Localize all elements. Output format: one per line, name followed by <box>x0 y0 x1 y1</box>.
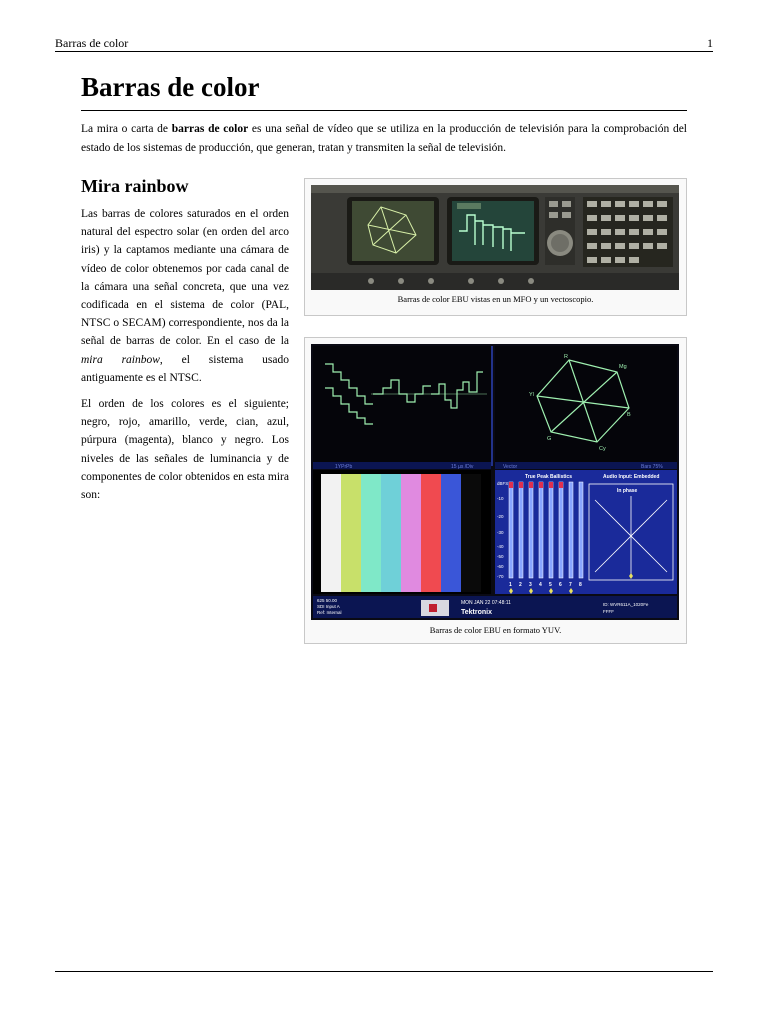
intro-bold-term: barras de color <box>171 123 249 135</box>
bar-blue <box>441 474 461 592</box>
intro-paragraph <box>81 120 687 158</box>
vector-label-r: R <box>564 354 568 360</box>
bar-green <box>381 474 401 592</box>
top-right-footer-1: Vector <box>503 464 518 470</box>
db-40: -40 <box>497 544 504 549</box>
section-paragraph-2: El orden de los colores es el siguiente; negro, rojo, amarillo, verde, cian, azul, púrpura (magenta), blanco y negro. Los niveles de las señales de luminancia y de componentes de color obtenidos en esta mira son: <box>81 398 289 502</box>
running-title: Barras de color <box>55 36 129 50</box>
yuv-monitor-screenshot <box>311 344 679 620</box>
status-date: MON JAN 22 07:48:11 <box>461 600 511 606</box>
status-left-2: SDI Input A <box>317 604 340 609</box>
vector-label-cy: Cy <box>599 446 606 452</box>
channel-7: 7 <box>569 582 572 588</box>
channel-2: 2 <box>519 582 522 588</box>
channel-5: 5 <box>549 582 552 588</box>
p1-italic-term: mira rainbow <box>81 353 160 366</box>
db-10: -10 <box>497 496 504 501</box>
running-header <box>55 35 713 52</box>
bar-white <box>321 474 341 592</box>
figure-1-caption: Barras de color EBU vistas en un MFO y un vectoscopio. <box>397 294 594 304</box>
p1-before: Las barras de colores saturados en el orden natural del espectro solar (en orden del arco iris) y la captamos mediante una cámara de vídeo de color obtenemos por cada canal de la cámara una señal concreta, que una vez codificada en el sistema de color (PAL, NTSC o SECAM) correspondiente, nos da la señal de barras de color. En el caso de la <box>81 208 289 348</box>
channel-1: 1 <box>509 582 512 588</box>
bar-black <box>461 474 481 592</box>
section-body <box>81 205 289 512</box>
page-number: 1 <box>707 36 713 50</box>
channel-4: 4 <box>539 582 542 588</box>
status-right-2: FFFF <box>603 609 614 614</box>
bar-yellow <box>341 474 361 592</box>
bar-red <box>421 474 441 592</box>
db-20: -20 <box>497 514 504 519</box>
audio-input: Audio Input: Embedded <box>603 474 660 480</box>
top-right-footer-2: Bars 75% <box>641 464 663 470</box>
p1-after: , el sistema usado antiguamente es el NTSC. <box>81 353 289 384</box>
mfo-vectorscope-photo <box>311 185 679 290</box>
channel-3: 3 <box>529 582 532 588</box>
in-phase-label: In phase <box>617 488 638 494</box>
figure-mfo-vectorscope <box>304 178 687 316</box>
section-title: Mira rainbow <box>81 176 189 196</box>
db-70: -70 <box>497 574 504 579</box>
channel-8: 8 <box>579 582 582 588</box>
vector-label-mg: Mg <box>619 364 627 370</box>
intro-before: La mira o carta de <box>81 123 172 135</box>
figure-yuv-monitor <box>304 337 687 644</box>
footer-rule <box>55 971 713 972</box>
status-left-3: Ref: Internal <box>317 610 342 615</box>
audio-title: True Peak Ballistics <box>525 474 572 480</box>
vector-label-b: B <box>627 412 631 418</box>
db-60: -60 <box>497 564 504 569</box>
bar-cyan <box>361 474 381 592</box>
page-title: Barras de color <box>81 72 260 102</box>
vector-label-g: G <box>547 436 552 442</box>
top-left-footer-1: 1YPrPb <box>335 464 353 470</box>
bar-magenta <box>401 474 421 592</box>
db-50: -50 <box>497 554 504 559</box>
title-rule <box>81 110 687 111</box>
status-right-1: ID: WVR611A_1020Fe <box>603 602 649 607</box>
db-30: -30 <box>497 530 504 535</box>
intro-after: es una señal de vídeo que se utiliza en la producción de televisión para la comprobación del estado de los sistemas de producción, que generan, tratan y transmiten la señal de televisión. <box>81 123 688 154</box>
top-left-footer-2: 15 µs /Div <box>451 464 474 470</box>
channel-6: 6 <box>559 582 562 588</box>
vector-label-yl: Yl <box>529 392 534 398</box>
brand-name: Tektronix <box>461 609 492 616</box>
db-scale-label: dBFS <box>497 481 509 486</box>
status-left-1: 625 50.00 <box>317 598 338 603</box>
section-paragraph-1 <box>81 205 289 387</box>
figure-2-caption: Barras de color EBU en formato YUV. <box>429 625 562 635</box>
